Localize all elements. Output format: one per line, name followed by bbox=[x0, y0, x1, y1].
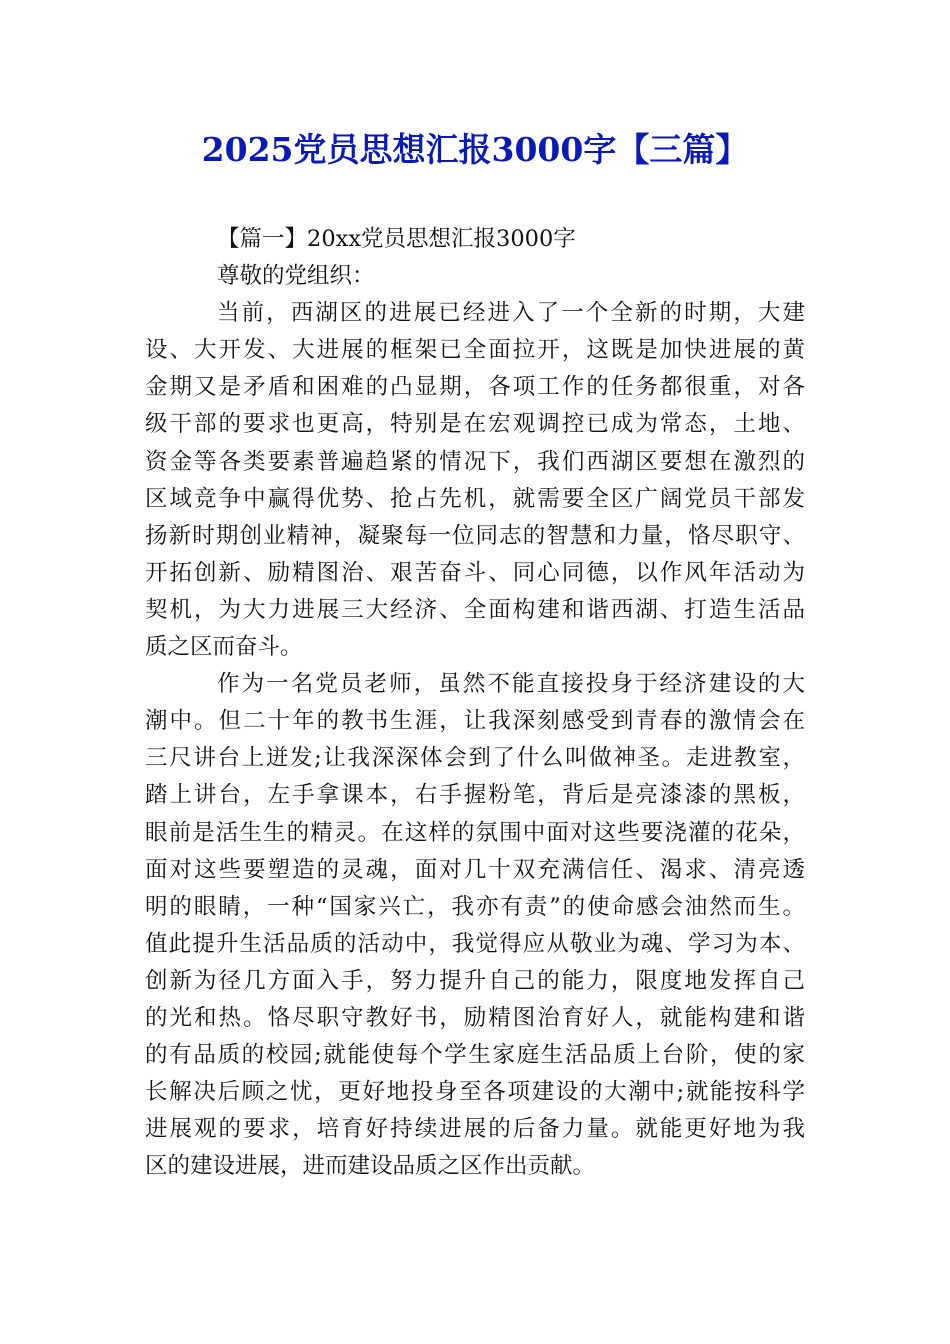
paragraph-2 bbox=[145, 666, 805, 1185]
paragraph-line: 明的眼睛，一种“国家兴亡，我亦有责”的使命感会油然而生。 bbox=[145, 893, 805, 920]
salutation: 尊敬的党组织： bbox=[217, 263, 375, 290]
paragraph-line: 开拓创新、励精图治、艰苦奋斗、同心同德，以作风年活动为 bbox=[145, 559, 805, 586]
paragraph-line: 值此提升生活品质的活动中，我觉得应从敬业为魂、学习为本、 bbox=[145, 930, 805, 957]
paragraph-line: 设、大开发、大进展的框架已全面拉开，这既是加快进展的黄 bbox=[145, 337, 805, 364]
paragraph-line: 质之区而奋斗。 bbox=[145, 634, 303, 661]
paragraph-line: 扬新时期创业精神，凝聚每一位同志的智慧和力量，恪尽职守、 bbox=[145, 522, 805, 549]
paragraph-line: 的有品质的校园;就能使每个学生家庭生活品质上台阶，使的家 bbox=[145, 1042, 805, 1069]
paragraph-line: 级干部的要求也更高，特别是在宏观调控已成为常态，土地、 bbox=[145, 411, 805, 438]
paragraph-line: 当前，西湖区的进展已经进入了一个全新的时期，大建 bbox=[217, 300, 805, 327]
paragraph-line: 创新为径几方面入手，努力提升自己的能力，限度地发挥自己 bbox=[145, 967, 805, 994]
section-heading: 【篇一】20xx党员思想汇报3000字 bbox=[217, 226, 576, 252]
paragraph-line: 资金等各类要素普遍趋紧的情况下，我们西湖区要想在激烈的 bbox=[145, 448, 805, 475]
paragraph-line: 眼前是活生生的精灵。在这样的氛围中面对这些要浇灌的花朵， bbox=[145, 819, 805, 846]
paragraph-line: 的光和热。恪尽职守教好书，励精图治育好人，就能构建和谐 bbox=[145, 1004, 805, 1031]
paragraph-line: 金期又是矛盾和困难的凸显期，各项工作的任务都很重，对各 bbox=[145, 374, 805, 401]
paragraph-line: 踏上讲台，左手拿课本，右手握粉笔，背后是亮漆漆的黑板， bbox=[145, 782, 805, 809]
paragraph-1 bbox=[145, 295, 805, 666]
paragraph-line: 面对这些要塑造的灵魂，面对几十双充满信任、渴求、清亮透 bbox=[145, 856, 805, 883]
paragraph-line: 潮中。但二十年的教书生涯，让我深刻感受到青春的激情会在 bbox=[145, 708, 805, 735]
document-title: 2025党员思想汇报3000字【三篇】 bbox=[201, 130, 749, 169]
paragraph-line: 三尺讲台上迸发;让我深深体会到了什么叫做神圣。走进教室， bbox=[145, 745, 805, 772]
paragraph-line: 作为一名党员老师，虽然不能直接投身于经济建设的大 bbox=[217, 671, 805, 698]
paragraph-line: 区域竞争中赢得优势、抢占先机，就需要全区广阔党员干部发 bbox=[145, 485, 805, 512]
paragraph-line: 进展观的要求，培育好持续进展的后备力量。就能更好地为我 bbox=[145, 1116, 805, 1143]
paragraph-line: 区的建设进展，进而建设品质之区作出贡献。 bbox=[145, 1153, 596, 1180]
paragraph-line: 长解决后顾之忧，更好地投身至各项建设的大潮中;就能按科学 bbox=[145, 1079, 805, 1106]
document-body bbox=[145, 221, 805, 1185]
paragraph-line: 契机，为大力进展三大经济、全面构建和谐西湖、打造生活品 bbox=[145, 596, 805, 623]
